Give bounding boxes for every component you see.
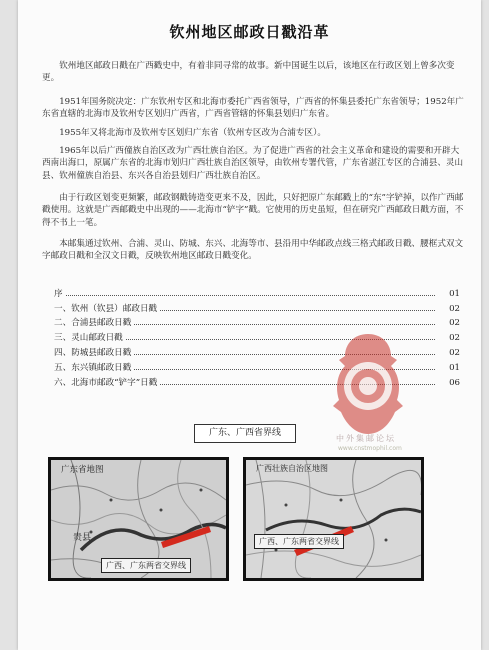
paragraph-1955: 1955年又将北海市及钦州专区划归广东省（钦州专区改为合浦专区）。 [59,128,326,138]
paragraph-chanzi: 由于行政区划变更频繁，邮政钢戳铸造变更来不及，因此，只好把原广东邮戳上的“东”字铲掉，以作广西邮戳使用。这就是广西邮戳史中出现的——北海市“铲字”戳。它使用的历史虽短，但在研究广西邮政日戳方面，不得不书上一笔。 [42,193,464,228]
map-left [48,457,229,581]
watermark-text: 中外集邮论坛 [336,434,396,443]
toc-page-number: 02 [449,333,460,344]
intro-paragraph: 钦州地区邮政日戳在广西戳史中，有着非同寻常的故事。新中国诞生以后，该地区在行政区划上曾多次变更。 [42,61,455,84]
toc-label: 一、钦州（钦县）邮政日戳 [54,303,158,314]
paragraph-collection: 本邮集通过钦州、合浦、灵山、防城、东兴、北海等市、县沿用中华邮政点线三格式邮政日戳、腰框式双文字邮政日戳和全汉文日戳，反映钦州地区邮政日戳变化。 [42,239,464,262]
watermark-url: www.cnstmophil.com [338,445,402,452]
toc-label: 五、东兴镇邮政日戳 [54,362,132,373]
watermark-seal-icon [327,330,409,440]
map-right-terrain [246,460,421,578]
toc-leader [66,294,435,296]
toc-row [54,299,460,314]
toc-leader [134,323,435,325]
toc-label: 六、北海市邮政“铲字”日戳 [54,377,158,388]
toc-page-number: 01 [449,288,460,299]
toc-row [54,284,460,299]
toc-leader [160,309,435,311]
paragraph-1965: 1965年以后广西僮族自治区改为广西壮族自治区。为了促进广西省的社会主义革命和建设的需要和开辟大西南出海口，原属广东省的北海市划归广西壮族自治区领导，由钦州专署代管，广东省湛江专区的合浦县、灵山县、钦州僮族自治县、东兴各自治县划归广西壮族自治区。 [42,146,464,181]
map-left-place: 贵县 [73,533,92,543]
page-title: 钦州地区邮政日戳沿革 [169,23,330,41]
toc-label: 三、灵山邮政日戳 [54,333,123,344]
paragraph-1951: 1951年国务院决定：广东钦州专区和北海市委托广西省领导，广西省的怀集县委托广东省领导；1952年广东省直辖的北海市及钦州专区划归广西省，广西省管辖的怀集县划归广东省。 [42,97,464,120]
toc-label: 序 [54,288,63,299]
toc-row [54,314,460,329]
map-left-header: 广东省地图 [61,465,104,475]
toc-page-number: 06 [449,377,460,388]
map-right-header: 广西壮族自治区地图 [256,464,328,473]
toc-label: 四、防城县邮政日戳 [54,347,132,358]
toc-page-number: 02 [449,303,460,314]
toc-page-number: 01 [449,362,460,373]
toc-page-number: 02 [449,347,460,358]
map-right-label: 广西、广东两省交界线 [254,534,344,549]
map-left-label: 广西、广东两省交界线 [101,558,191,573]
map-right [243,457,424,581]
toc-label: 二、合浦县邮政日戳 [54,318,132,329]
map-caption: 广东、广西省界线 [194,424,296,443]
toc-page-number: 02 [449,318,460,329]
